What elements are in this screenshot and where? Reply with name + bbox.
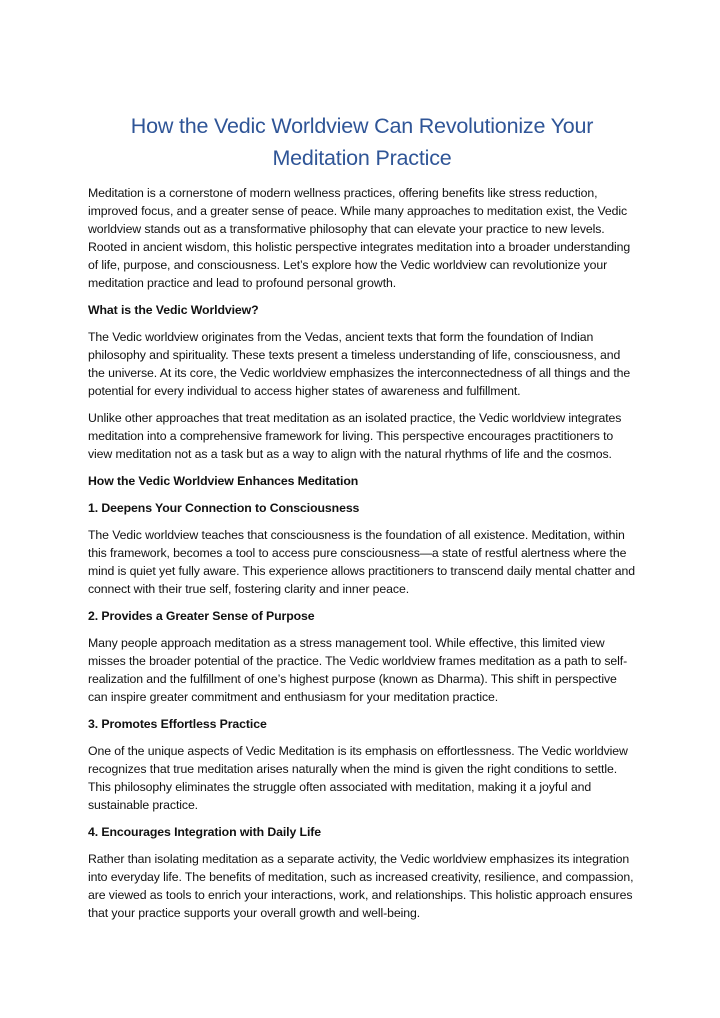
paragraph-consciousness: The Vedic worldview teaches that consciousness is the foundation of all existence. Meditation, within this framework, becomes a tool to access pure consciousness—a state of restful alertness where the mind is quiet yet fully aware. This experience allows practitioners to transcend daily mental chatter and connect with their true self, fostering clarity and inner peace. — [88, 528, 636, 596]
intro-paragraph: Meditation is a cornerstone of modern wellness practices, offering benefits like stress reduction, improved focus, and a greater sense of peace. While many approaches to meditation exist, the Vedic worldview stands out as a transformative philosophy that can elevate your practice to new levels. Rooted in ancient wisdom, this holistic perspective integrates meditation into a broader understanding of life, purpose, and consciousness. Let’s explore how the Vedic worldview can revolutionize your meditation practice and lead to profound personal growth. — [88, 186, 631, 290]
paragraph-integrated-framework: Unlike other approaches that treat meditation as an isolated practice, the Vedic worldview integrates meditation into a comprehensive framework for living. This perspective encourages practitioners to view meditation not as a task but as a way to align with the natural rhythms of life and the cosmos. — [88, 411, 622, 461]
title-line-1: How the Vedic Worldview Can Revolutionize Your — [130, 114, 594, 138]
document-page — [88, 110, 636, 931]
paragraph-integration: Rather than isolating meditation as a separate activity, the Vedic worldview emphasizes its integration into everyday life. The benefits of meditation, such as increased creativity, resilience, and compassion, are viewed as tools to enrich your interactions, work, and relationships. This holistic approach ensures that your practice supports your overall growth and well-being. — [88, 852, 634, 920]
subheading-integration: 4. Encourages Integration with Daily Life — [88, 825, 321, 839]
subheading-effortless: 3. Promotes Effortless Practice — [88, 717, 267, 731]
title-line-2: Meditation Practice — [272, 146, 452, 170]
section-heading-enhances-meditation: How the Vedic Worldview Enhances Meditation — [88, 474, 359, 488]
section-heading-vedic-worldview: What is the Vedic Worldview? — [88, 303, 259, 317]
paragraph-effortless: One of the unique aspects of Vedic Meditation is its emphasis on effortlessness. The Vedic worldview recognizes that true meditation arises naturally when the mind is given the right conditions to settle. This philosophy eliminates the struggle often associated with meditation, making it a joyful and sustainable practice. — [88, 744, 628, 812]
paragraph-vedic-origins: The Vedic worldview originates from the Vedas, ancient texts that form the foundation of Indian philosophy and spirituality. These texts present a timeless understanding of life, consciousness, and the universe. At its core, the Vedic worldview emphasizes the interconnectedness of all things and the potential for every individual to access higher states of awareness and fulfillment. — [88, 330, 631, 398]
paragraph-purpose: Many people approach meditation as a stress management tool. While effective, this limited view misses the broader potential of the practice. The Vedic worldview frames meditation as a path to self-realization and the fulfillment of one’s highest purpose (known as Dharma). This shift in perspective can inspire greater commitment and enthusiasm for your meditation practice. — [88, 636, 628, 704]
subheading-consciousness: 1. Deepens Your Connection to Consciousness — [88, 501, 360, 515]
page-title — [88, 110, 636, 174]
subheading-purpose: 2. Provides a Greater Sense of Purpose — [88, 609, 315, 623]
